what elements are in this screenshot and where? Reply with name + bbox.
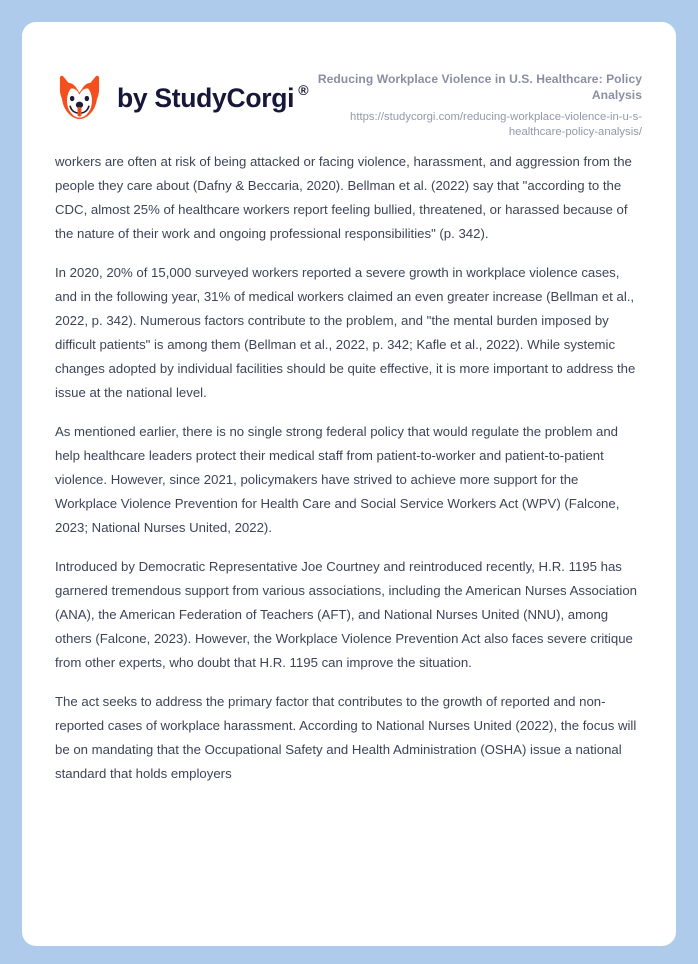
document-source-url[interactable]: https://studycorgi.com/reducing-workplace-violence-in-u-s-healthcare-policy-analysis/ xyxy=(350,111,642,138)
body-paragraph: workers are often at risk of being attacked or facing violence, harassment, and aggression from the people they care about (Dafny & Beccaria, 2020). Bellman et al. (2022) say that "according to the CDC, almost 25% of healthcare workers report feeling bullied, threatened, or harassed because of the nature of their work and ongoing professional responsibilities" (p. 342). xyxy=(55,154,632,242)
corgi-dog-icon xyxy=(55,74,104,123)
registered-trademark-icon: ® xyxy=(298,82,309,99)
body-paragraph: As mentioned earlier, there is no single strong federal policy that would regulate the problem and help healthcare leaders protect their medical staff from patient-to-worker and patient-to-patient violence. However, since 2021, policymakers have strived to achieve more support for the Workplace Violence Prevention for Health Care and Social Service Workers Act (WPV) (Falcone, 2023; National Nurses United, 2022). xyxy=(55,423,620,536)
brand-logo-block[interactable] xyxy=(55,70,308,123)
brand-wordmark xyxy=(117,82,309,114)
document-body xyxy=(22,150,676,786)
document-meta xyxy=(308,70,642,140)
brand-name-text: by StudyCorgi xyxy=(117,83,295,114)
document-header xyxy=(22,22,676,150)
body-paragraph: In 2020, 20% of 15,000 surveyed workers reported a severe growth in workplace violence cases, and in the following year, 31% of medical workers claimed an even greater increase (Bellman et al., 2022, p. 342). Numerous factors contribute to the problem, and "the mental burden imposed by difficult patients" is among them (Bellman et al., 2022, p. 342; Kafle et al., 2022). While systemic changes adopted by individual facilities should be quite effective, it is more important to address the issue at the national level. xyxy=(55,264,636,401)
document-title: Reducing Workplace Violence in U.S. Healthcare: Policy Analysis xyxy=(317,72,642,102)
document-page-card xyxy=(22,22,676,946)
body-paragraph: Introduced by Democratic Representative Joe Courtney and reintroduced recently, H.R. 1195 has garnered tremendous support from various associations, including the American Nurses Association (ANA), the American Federation of Teachers (AFT), and National Nurses United (NNU), among others (Falcone, 2023). However, the Workplace Violence Prevention Act also faces severe critique from other experts, who doubt that H.R. 1195 can improve the situation. xyxy=(55,558,638,671)
body-paragraph: The act seeks to address the primary factor that contributes to the growth of reported and non-reported cases of workplace harassment. According to National Nurses United (2022), the focus will be on mandating that the Occupational Safety and Health Administration (OSHA) issue a national standard that holds employers xyxy=(55,693,637,782)
